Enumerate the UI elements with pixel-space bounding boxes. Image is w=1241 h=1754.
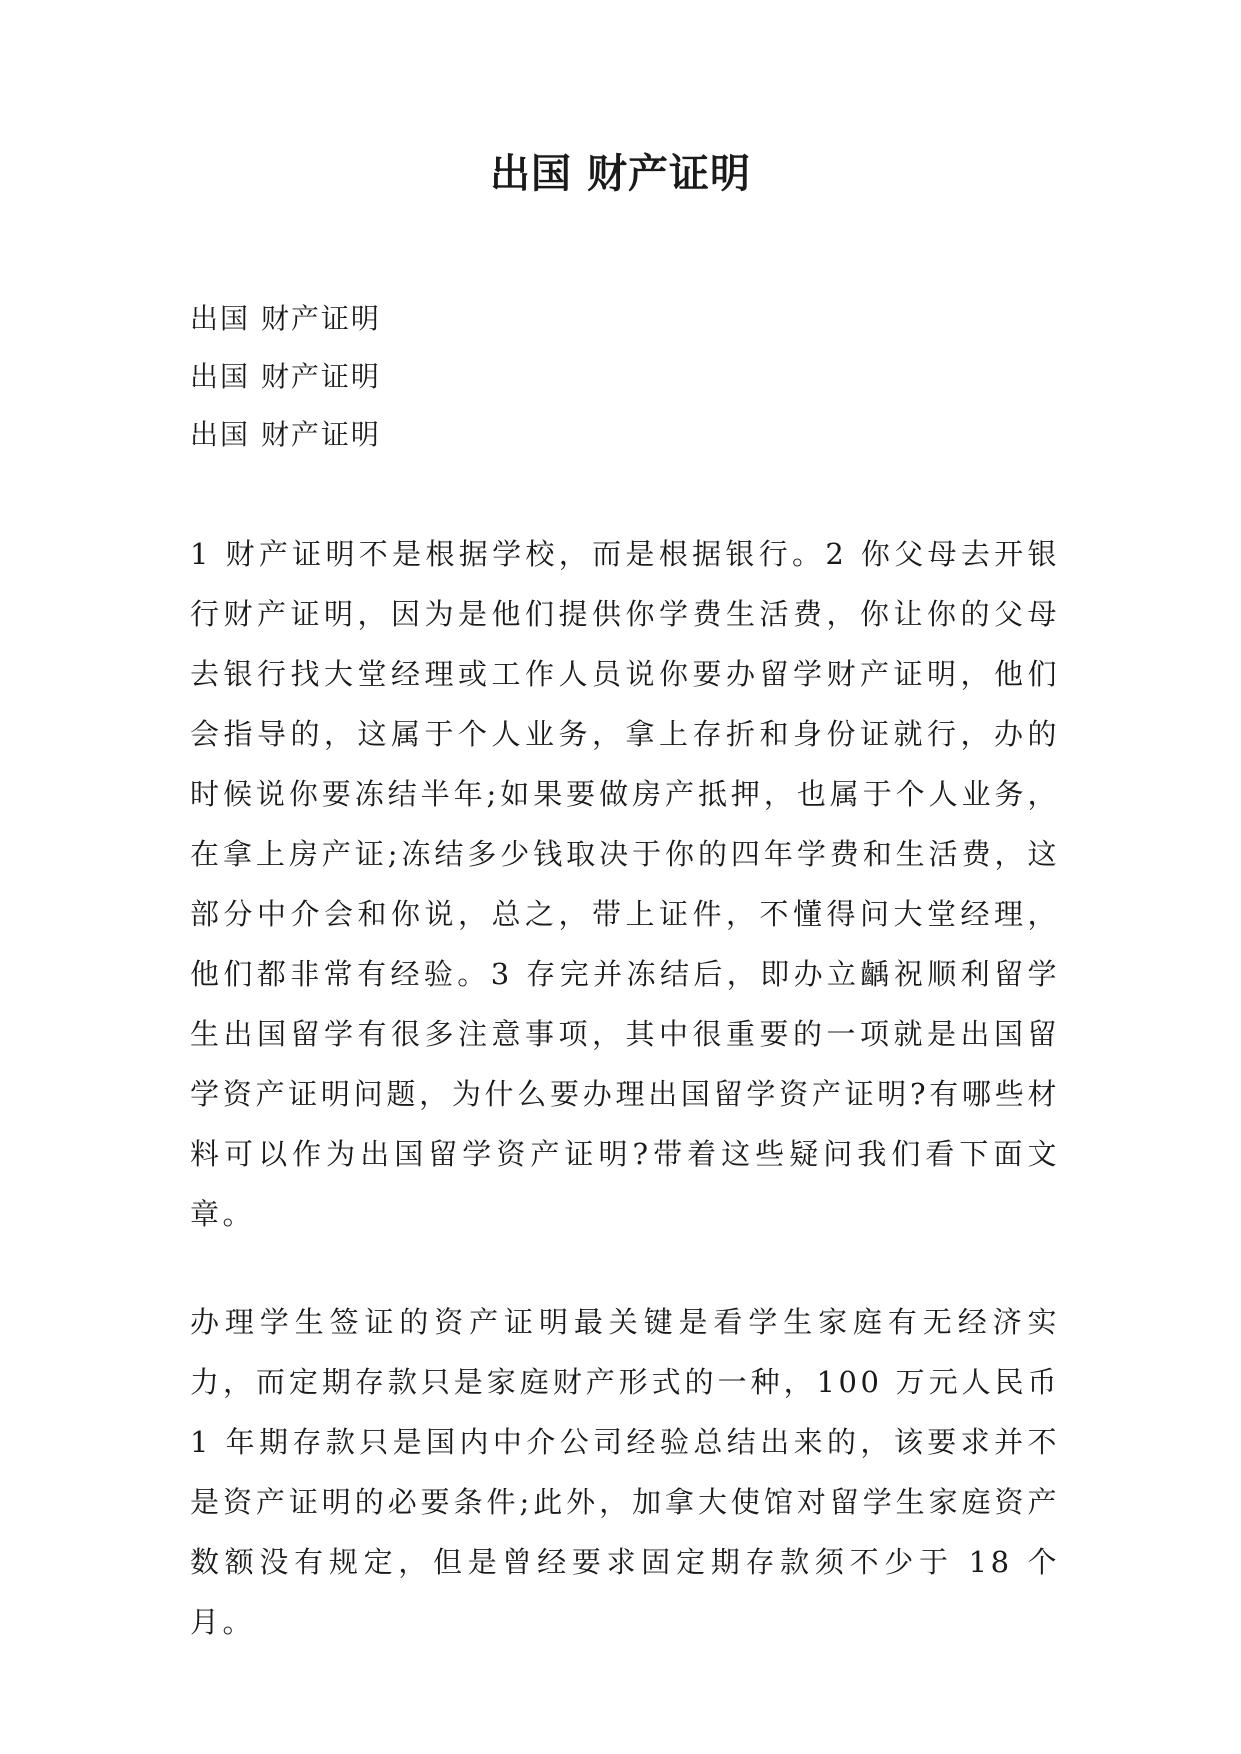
subtitle-block	[190, 290, 1060, 464]
body-paragraph: 1 财产证明不是根据学校，而是根据银行。2 你父母去开银行财产证明，因为是他们提供你学费生活费，你让你的父母去银行找大堂经理或工作人员说你要办留学财产证明，他们会指导的，这属于个人业务，拿上存折和身份证就行，办的时候说你要冻结半年;如果要做房产抵押，也属于个人业务，在拿上房产证;冻结多少钱取决于你的四年学费和生活费，这部分中介会和你说，总之，带上证件，不懂得问大堂经理，他们都非常有经验。3 存完并冻结后，即办立齲祝顺利留学生出国留学有很多注意事项，其中很重要的一项就是出国留学资产证明问题，为什么要办理出国留学资产证明?有哪些材料可以作为出国留学资产证明?带着这些疑问我们看下面文章。	[190, 537, 1060, 1231]
subtitle-line: 出国 财产证明	[190, 418, 381, 451]
page-title: 出国 财产证明	[490, 150, 751, 197]
subtitle-line: 出国 财产证明	[190, 302, 381, 335]
body-paragraph: 办理学生签证的资产证明最关键是看学生家庭有无经济实力，而定期存款只是家庭财产形式的一种，100 万元人民币 1 年期存款只是国内中介公司经验总结出来的，该要求并不是资产证明的必要条件;此外，加拿大使馆对留学生家庭资产数额没有规定，但是曾经要求固定期存款须不少于 18 个月。	[190, 1305, 1060, 1639]
subtitle-line: 出国 财产证明	[190, 360, 381, 393]
